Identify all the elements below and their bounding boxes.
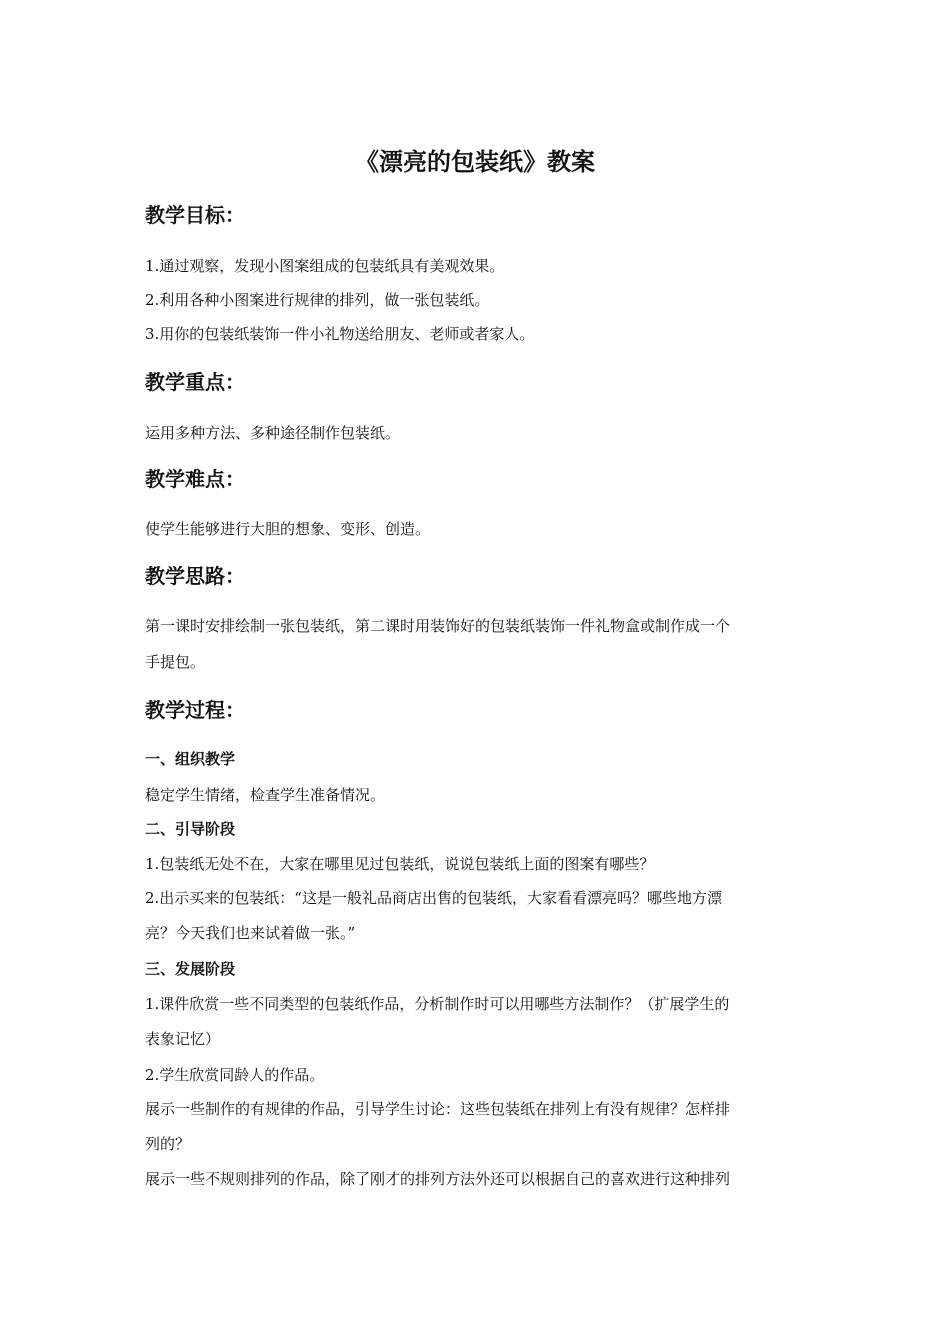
section-3-line-2: 表象记忆）	[145, 1030, 221, 1048]
section-2-line-3: 亮？今天我们也来试着做一张。”	[145, 924, 356, 942]
process-heading: 教学过程：	[145, 698, 245, 722]
section-2-line-1: 1.包装纸无处不在，大家在哪里见过包装纸，说说包装纸上面的图案有哪些？	[145, 855, 655, 873]
goal-item-1: 1.通过观察，发现小图案组成的包装纸具有美观效果。	[145, 257, 505, 275]
section-3-line-4: 展示一些制作的有规律的作品，引导学生讨论：这些包装纸在排列上有没有规律？怎样排	[145, 1100, 731, 1118]
section-1-line-1: 稳定学生情绪，检查学生准备情况。	[145, 786, 386, 804]
document-title: 《漂亮的包装纸》教案	[355, 148, 595, 176]
section-title-3: 三、发展阶段	[145, 960, 236, 978]
key-point-text: 运用多种方法、多种途径制作包装纸。	[145, 424, 401, 442]
approach-line-1: 第一课时安排绘制一张包装纸，第二课时用装饰好的包装纸装饰一件礼物盒或制作成一个	[145, 617, 731, 635]
section-3-line-3: 2.学生欣赏同龄人的作品。	[145, 1066, 325, 1084]
goal-item-2: 2.利用各种小图案进行规律的排列，做一张包装纸。	[145, 291, 490, 309]
section-3-line-6: 展示一些不规则排列的作品，除了刚才的排列方法外还可以根据自己的喜欢进行这种排列	[145, 1170, 731, 1188]
difficulty-text: 使学生能够进行大胆的想象、变形、创造。	[145, 520, 431, 538]
section-3-line-1: 1.课件欣赏一些不同类型的包装纸作品，分析制作时可以用哪些方法制作？（扩展学生的	[145, 995, 730, 1013]
section-title-2: 二、引导阶段	[145, 820, 236, 838]
difficulty-heading: 教学难点：	[145, 467, 245, 491]
approach-heading: 教学思路：	[145, 564, 245, 588]
section-3-line-5: 列的？	[145, 1135, 191, 1153]
goals-heading: 教学目标：	[145, 203, 245, 227]
section-title-1: 一、组织教学	[145, 750, 236, 768]
goal-item-3: 3.用你的包装纸装饰一件小礼物送给朋友、老师或者家人。	[145, 325, 535, 343]
key-point-heading: 教学重点：	[145, 370, 245, 394]
section-2-line-2: 2.出示买来的包装纸：“这是一般礼品商店出售的包装纸，大家看看漂亮吗？哪些地方漂	[145, 889, 722, 907]
approach-line-2: 手提包。	[145, 653, 206, 671]
